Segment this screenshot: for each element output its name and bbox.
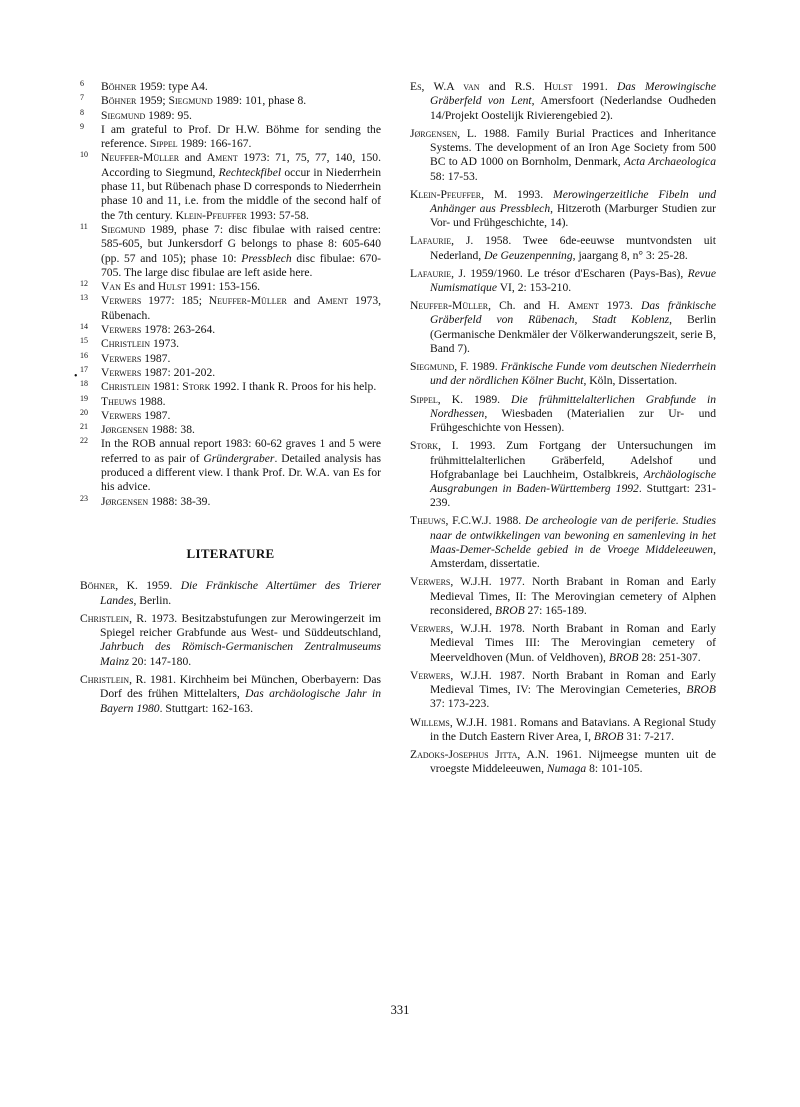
text-run: 1987. <box>141 351 171 365</box>
text-run: 1988: 38-39. <box>148 494 211 508</box>
footnote-number: 19 <box>80 393 88 403</box>
footnote <box>80 323 381 337</box>
italic-title: De archeologie van de periferie. Studies naar de ontwikkelingen van bewoning en samenleving in het Maas-Demer-Schelde gebied in de Vroege Middeleeuwen <box>430 514 716 557</box>
author-name: Böhner <box>80 579 116 593</box>
text-run: disc fibulae: 670-705. The large disc fibulae are left aside here. <box>101 251 381 279</box>
reference-entry <box>410 748 716 777</box>
text-run: 1973. <box>150 337 180 351</box>
text-run: , J. 1958. Twee 6de-eeuwse muntvondsten uit Nederland, <box>430 234 716 262</box>
footnote <box>80 94 381 108</box>
author-name: Verwers <box>410 668 451 682</box>
stray-mark: • <box>74 371 78 382</box>
footnote-number: 20 <box>80 407 88 417</box>
footnote-number: 17 <box>80 364 88 374</box>
page-number: 331 <box>390 1003 410 1017</box>
author-name: Böhner <box>101 94 137 108</box>
text-run: , Ch. and H. <box>488 299 568 313</box>
author-name: Christlein <box>101 337 151 351</box>
author-name: Sippel <box>410 392 438 406</box>
author-name: Christlein <box>80 611 130 625</box>
text-run: 1959; <box>136 94 169 108</box>
author-name: Neuffer-Müller <box>101 151 180 165</box>
text-run: . Stuttgart: 231-239. <box>430 482 716 510</box>
text-run: , jaargang 8, n° 3: 25-28. <box>572 248 688 262</box>
footnote-number: 21 <box>80 422 88 432</box>
author-name: Lafaurie <box>410 234 452 248</box>
reference-entry <box>410 360 716 389</box>
footnote-number: 22 <box>80 436 88 446</box>
footnote <box>80 337 381 351</box>
text-run: 58: 17-53. <box>430 169 478 183</box>
author-name: Christlein <box>101 380 151 394</box>
italic-title: Acta Archaeologica <box>623 155 716 169</box>
text-run: In the ROB annual report 1983: 60-62 graves 1 and 5 were referred to as pair of <box>101 437 381 465</box>
text-run: 1973. <box>598 299 641 313</box>
footnote <box>80 151 381 222</box>
author-name: Zadoks-Josephus Jitta <box>410 747 518 761</box>
footnote-number: 6 <box>80 79 84 88</box>
reference-entry <box>410 127 716 184</box>
reference-entry <box>410 716 716 745</box>
author-name: Van Es <box>101 280 136 294</box>
text-run: 1977: 185; <box>141 294 209 308</box>
author-name: Verwers <box>101 323 142 337</box>
italic-title: Revue Numismatique <box>430 266 716 295</box>
reference-entry <box>410 234 716 263</box>
text-run: , Berlin (Germanische Denkmäler der Völkerwanderungszeit, serie B, Band 7). <box>430 313 717 356</box>
author-name: Theuws <box>410 514 446 528</box>
text-run: and <box>179 151 207 165</box>
text-run: 1989, phase 7: disc fibulae with raised centre: 585-605, but Junkersdorf G belongs to phase 8: 605-640 (pp. 57 and 105); phase 10: <box>101 222 381 265</box>
footnote-number: 23 <box>80 493 88 503</box>
reference-entry <box>410 299 716 356</box>
reference-entry <box>410 188 716 231</box>
reference-entry <box>410 514 716 571</box>
italic-title: Pressblech <box>241 251 292 265</box>
text-run: , Wiesbaden (Materialien zur Ur- und Frühgeschichte von Hessen). <box>430 406 716 435</box>
footnotes <box>80 80 381 509</box>
italic-title: BROB <box>686 683 716 697</box>
text-run: , Amersfoort (Nederlandse Oudheden 14/Projekt Oostelijk Rivierengebied 2). <box>430 94 717 122</box>
author-name: Klein-Pfeuffer <box>410 187 482 201</box>
footnote <box>80 80 381 94</box>
author-name: Verwers <box>410 622 451 636</box>
author-name: Böhner <box>101 80 137 93</box>
text-run: 1989: 95. <box>145 108 192 122</box>
author-name: Stork <box>410 439 439 453</box>
footnote-number: 10 <box>80 150 88 160</box>
footnote <box>80 395 381 409</box>
italic-title: Die Fränkische Altertümer des Trierer Landes <box>100 579 381 607</box>
italic-title: Die frühmittelalterlichen Grabfunde in Nordhessen <box>430 392 716 420</box>
author-name: Neuffer-Müller <box>208 294 287 308</box>
author-name: Neuffer-Müller <box>410 299 489 313</box>
italic-title: BROB <box>495 604 525 618</box>
text-run: 1981: <box>150 380 183 394</box>
text-run: 1991: 153-156. <box>186 280 261 294</box>
author-name: Hulst <box>157 280 187 294</box>
author-name: Jørgensen <box>101 494 149 508</box>
left-column <box>80 80 381 720</box>
reference-entry <box>410 267 716 296</box>
reference-entry <box>80 579 381 608</box>
text-run: , A.N. 1961. Nijmeegse munten uit de vroegste Middeleeuwen, <box>430 747 716 776</box>
italic-title: Das Merowingische Gräberfeld von Lent <box>430 80 716 108</box>
text-run: I am grateful to Prof. Dr H.W. Böhme for sending the reference. <box>101 122 381 151</box>
footnote-number: 16 <box>80 350 88 360</box>
footnote <box>80 223 381 280</box>
text-run: 37: 173-223. <box>430 697 490 711</box>
footnote-number: 9 <box>80 121 84 131</box>
text-run: , R. 1973. Besitzabstufungen zur Merowingerzeit im Spiegel reicher Grabfunde aus West- und Süddeutschland, <box>100 611 381 640</box>
author-name: Ament <box>567 299 599 313</box>
text-run: and R.S. <box>479 80 545 93</box>
footnote <box>80 423 381 437</box>
reference-entry <box>80 612 381 669</box>
text-run: 1988. <box>136 394 166 408</box>
text-run: 1989: 101, phase 8. <box>212 94 307 108</box>
footnote <box>80 437 381 494</box>
text-run: . Detailed analysis has produced a different view. I thank Prof. Dr. W.A. van Es for his advice. <box>101 451 382 494</box>
footnote <box>80 380 381 394</box>
author-name: Jørgensen <box>410 126 458 140</box>
author-name: Siegmund <box>410 360 455 374</box>
footnote <box>80 123 381 152</box>
italic-title: Archäologische Ausgrabungen in Baden-Württemberg 1992 <box>430 467 716 496</box>
author-name: Theuws <box>101 394 137 408</box>
text-run: , Amsterdam, dissertatie. <box>430 543 716 571</box>
text-run: , K. 1959. <box>115 579 181 593</box>
reference-entry <box>410 575 716 618</box>
reference-entry <box>410 80 716 123</box>
text-run: , R. 1981. Kirchheim bei München, Oberbayern: Das Dorf des frühen Mittelalters, <box>100 672 381 701</box>
text-run: 1959: type A4. <box>136 80 208 93</box>
text-run: 28: 251-307. <box>638 650 701 664</box>
italic-title: Jahrbuch des Römisch-Germanischen Zentralmuseums Mainz <box>100 640 381 668</box>
footnote <box>80 366 381 380</box>
text-run: 31: 7-217. <box>623 729 675 743</box>
text-run: 27: 165-189. <box>524 604 587 618</box>
text-run: 1988: 38. <box>148 423 195 437</box>
text-run: , W.J.H. 1978. North Brabant in Roman and Early Medieval Times III: The Merovingian cemetery of Meerveldhoven (Mun. of Veldhoven), <box>430 622 716 664</box>
author-name: Sippel <box>149 137 178 151</box>
author-name: Es <box>410 80 422 93</box>
text-run: , F.C.W.J. 1988. <box>445 514 525 528</box>
footnote-number: 13 <box>80 293 88 303</box>
footnote-number: 14 <box>80 322 88 332</box>
text-run: , Köln, Dissertation. <box>583 374 678 388</box>
author-name: Ament <box>206 151 238 165</box>
author-name: Verwers <box>410 575 451 589</box>
author-name: Verwers <box>101 351 142 365</box>
italic-title: Fränkische Funde vom deutschen Niederrhein und der nördlichen Kölner Bucht <box>430 360 717 388</box>
text-run: and <box>135 280 158 294</box>
reference-entry <box>410 393 716 436</box>
author-name: Willems <box>410 715 450 729</box>
text-run: 1973: 71, 75, 77, 140, 150. According to Siegmund, <box>101 151 381 179</box>
text-run: , J. 1959/1960. Le trésor d'Escharen (Pays-Bas), <box>451 266 688 280</box>
text-run: , L. 1988. Family Burial Practices and Inheritance Systems. The development of an Iron Age Society from 500 BC to AD 1000 on Bornholm, Denmark, <box>430 126 716 169</box>
literature-heading: LITERATURE <box>186 545 275 561</box>
text-run: , M. 1993. <box>481 187 554 201</box>
italic-title: BROB <box>593 729 624 743</box>
text-run: , I. 1993. Zum Fortgang der Untersuchungen im frühmittelalterlichen Gräberfeld, Adelshof und Hofgrabanlage bei Lauchheim, Ostalbkreis, <box>430 439 716 481</box>
author-name: Ament <box>317 294 349 308</box>
italic-title: De Geuzenpenning <box>484 248 573 262</box>
text-run: 1991. <box>572 80 617 93</box>
text-run: . Stuttgart: 162-163. <box>159 701 253 715</box>
text-run: 20: 147-180. <box>128 654 192 668</box>
footnote <box>80 495 381 509</box>
author-name: van <box>463 80 480 93</box>
reference-list-right <box>410 80 716 777</box>
right-column <box>410 80 716 780</box>
footnote-number: 8 <box>80 107 84 117</box>
reference-entry <box>410 439 716 510</box>
italic-title: Das fränkische Gräberfeld von Rübenach, Stadt Koblenz <box>430 299 717 327</box>
text-run: and <box>286 294 318 308</box>
italic-title: Merowingerzeitliche Fibeln und Anhänger aus Pressblech <box>430 187 716 215</box>
author-name: Lafaurie <box>410 266 452 280</box>
footnote <box>80 109 381 123</box>
text-run: 1989: 166-167. <box>177 137 252 151</box>
text-run: occur in Niederrhein phase 11, but Rübenach phase D corresponds to Niederrhein phase 10 and 11, i.e. from the middle of the second half of the 7th century. <box>101 165 381 222</box>
author-name: Hulst <box>544 80 573 93</box>
text-run: 1973, Rübenach. <box>101 294 382 322</box>
text-run: , K. 1989. <box>437 392 512 406</box>
author-name: Stork <box>182 380 211 394</box>
footnote-number: 7 <box>80 93 84 103</box>
text-run: 1987: 201-202. <box>141 365 216 379</box>
italic-title: Gründergraber <box>203 451 275 465</box>
footnote <box>80 352 381 366</box>
footnote-number: 15 <box>80 336 88 346</box>
reference-list-left <box>80 579 381 716</box>
footnote-number: 18 <box>80 379 88 389</box>
text-run: , Hitzeroth (Marburger Studien zur Vor- und Frühgeschichte, 14). <box>430 201 716 230</box>
author-name: Jørgensen <box>101 423 149 437</box>
italic-title: Numaga <box>546 762 587 776</box>
text-run: VI, 2: 153-210. <box>497 281 572 295</box>
footnote-number: 11 <box>80 221 88 231</box>
text-run: 1978: 263-264. <box>141 323 216 337</box>
text-run: , W.J.H. 1987. North Brabant in Roman and Early Medieval Times, IV: The Merovingian Cemeteries, <box>430 668 716 697</box>
italic-title: Rechteckfibel <box>218 165 282 179</box>
italic-title: Das archäologische Jahr in Bayern 1980 <box>100 687 382 715</box>
reference-entry <box>410 669 716 712</box>
author-name: Siegmund <box>101 108 146 122</box>
italic-title: BROB <box>608 650 639 664</box>
footnote <box>80 294 381 323</box>
author-name: Siegmund <box>101 222 146 236</box>
reference-entry <box>410 622 716 665</box>
author-name: Verwers <box>101 408 142 422</box>
author-name: Christlein <box>80 672 130 686</box>
text-run: 1987. <box>141 408 171 422</box>
text-run: 1992. I thank R. Proos for his help. <box>210 380 377 394</box>
footnote-number: 12 <box>80 279 88 289</box>
text-run: , W.A <box>421 80 464 93</box>
text-run: , W.J.H. 1981. Romans and Batavians. A Regional Study in the Dutch Eastern River Area, I, <box>430 715 716 743</box>
reference-entry <box>80 673 381 716</box>
footnote <box>80 409 381 423</box>
author-name: Verwers <box>101 365 142 379</box>
author-name: Klein-Pfeuffer <box>175 208 247 222</box>
author-name: Verwers <box>101 294 142 308</box>
text-run: , F. 1989. <box>454 360 501 374</box>
author-name: Siegmund <box>168 94 213 108</box>
text-run: 1993: 57-58. <box>246 208 309 222</box>
footnote <box>80 280 381 294</box>
text-run: , W.J.H. 1977. North Brabant in Roman and Early Medieval Times, II: The Merovingian cemetery of Alphen reconsidered, <box>430 575 716 618</box>
text-run: , Berlin. <box>133 593 172 607</box>
text-run: 8: 101-105. <box>586 762 643 776</box>
